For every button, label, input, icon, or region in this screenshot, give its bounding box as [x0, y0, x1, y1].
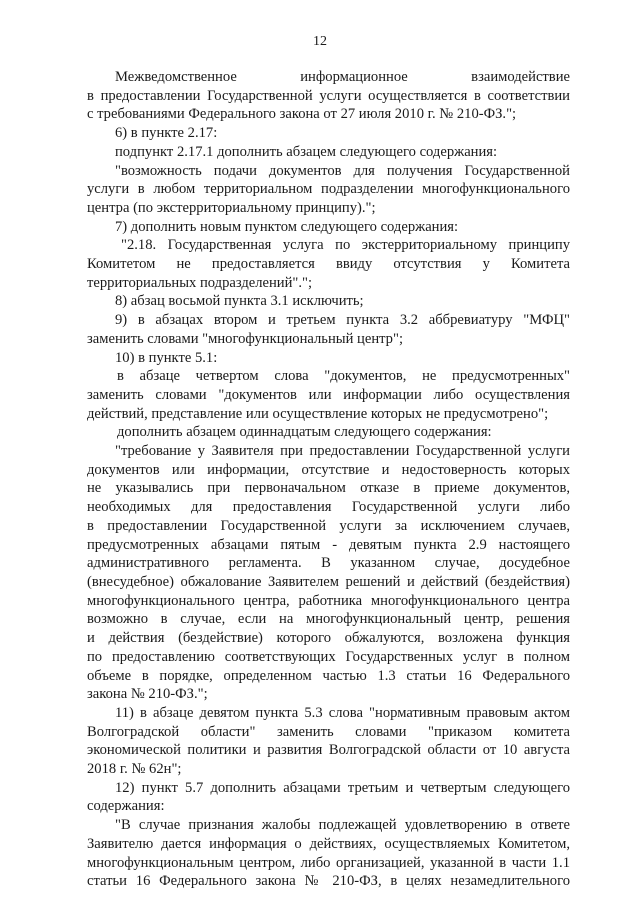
text-line: административного регламента. В указанном случае, досудебное	[87, 555, 570, 572]
text-line: возможно в случае, если на многофункциональный центр, решения	[87, 611, 570, 628]
text-line: не указывались при первоначальном отказе в приеме документов,	[87, 480, 570, 497]
text-line: многофункциональным центром, либо организацией, указанной в части 1.1	[87, 854, 570, 871]
text-line: Волгоградской области" заменить словами "приказом комитета	[87, 723, 570, 740]
text-line: "В случае признания жалобы подлежащей удовлетворению в ответе	[115, 817, 570, 834]
text-line: в предоставлении Государственной услуги за исключением случаев,	[87, 517, 570, 534]
text-line: 8) абзац восьмой пункта 3.1 исключить;	[115, 293, 364, 310]
text-line: 12) пункт 5.7 дополнить абзацами третьим и четвертым следующего	[115, 779, 570, 796]
text-line: (внесудебное) обжалование Заявителем решений и действий (бездействия)	[87, 573, 570, 590]
text-line: в абзаце четвертом слова "документов, не предусмотренных"	[117, 368, 570, 385]
text-line: Заявителю дается информация о действиях, осуществляемых Комитетом,	[87, 835, 570, 852]
document-body	[87, 68, 570, 891]
text-line: документов или информации, отсутствие и недостоверность которых	[87, 461, 570, 478]
text-line: необходимых для предоставления Государственной услуги либо	[87, 499, 570, 516]
text-line: 10) в пункте 5.1:	[115, 349, 218, 366]
text-line: 6) в пункте 2.17:	[115, 125, 218, 142]
text-line: 9) в абзацах втором и третьем пункта 3.2 аббревиатуру "МФЦ"	[115, 312, 570, 329]
text-line: объеме в порядке, определенном частью 1.3 статьи 16 Федерального	[87, 667, 570, 684]
text-line: "возможность подачи документов для получения Государственной	[115, 162, 570, 179]
page-number: 12	[313, 34, 327, 49]
text-line: Комитетом не предоставляется ввиду отсутствия у Комитета	[87, 256, 570, 273]
text-line: с требованиями Федерального закона от 27 июля 2010 г. № 210-ФЗ.";	[87, 106, 517, 123]
text-line: содержания:	[87, 798, 165, 815]
text-line: статьи 16 Федерального закона № 210-ФЗ, в целях незамедлительного	[87, 873, 570, 890]
text-line: в предоставлении Государственной услуги осуществляется в соответствии	[87, 87, 570, 104]
text-line: и действия (бездействие) которого обжалуются, возложена функция	[87, 630, 570, 647]
text-line: "2.18. Государственная услуга по экстерриториальному принципу	[121, 237, 570, 254]
text-line: закона № 210-ФЗ.";	[87, 686, 208, 703]
text-line: 11) в абзаце девятом пункта 5.3 слова "нормативным правовым актом	[115, 704, 570, 721]
text-line: "требование у Заявителя при предоставлении Государственной услуги	[115, 443, 570, 460]
text-line: заменить словами "документов или информации либо осуществления	[87, 386, 570, 403]
text-line: Межведомственное информационное взаимодействие	[115, 69, 570, 85]
text-line: многофункционального центра, работника многофункционального центра	[87, 592, 570, 609]
text-line: предусмотренных абзацами пятым - девятым пункта 2.9 настоящего	[87, 536, 570, 553]
text-line: центра (по экстерриториальному принципу).";	[87, 199, 376, 216]
text-line: подпункт 2.17.1 дополнить абзацем следующего содержания:	[115, 143, 498, 160]
text-line: по предоставлению соответствующих Государственных услуг в полном	[87, 648, 570, 665]
text-line: дополнить абзацем одиннадцатым следующего содержания:	[117, 424, 492, 441]
text-line: заменить словами "многофункциональный центр";	[87, 330, 403, 347]
text-line: услуги в любом территориальном подразделении многофункционального	[87, 181, 570, 198]
text-line: 7) дополнить новым пунктом следующего содержания:	[115, 218, 459, 235]
text-line: территориальных подразделений".";	[87, 274, 313, 291]
text-line: действий, представление или осуществление которых не предусмотрено";	[87, 405, 549, 422]
text-line: 2018 г. № 62н";	[87, 761, 182, 778]
text-line: экономической политики и развития Волгоградской области от 10 августа	[87, 742, 570, 759]
